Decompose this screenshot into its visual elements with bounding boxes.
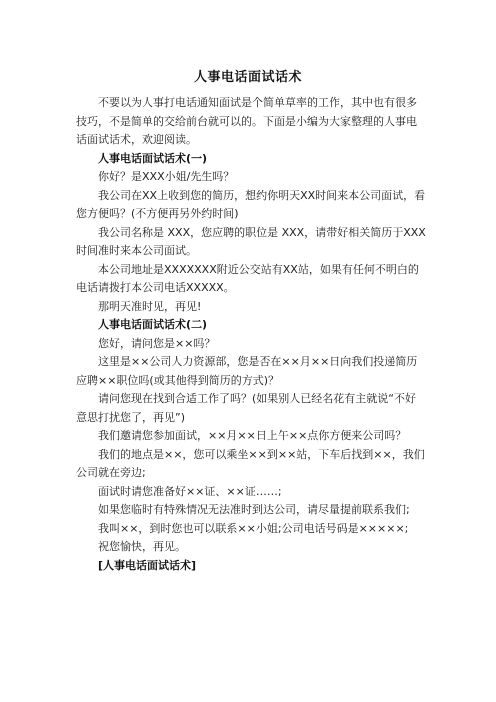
paragraph: 我公司名称是 XXX，您应聘的职位是 XXX，请带好相关简历于XXX时间准时来本公司面试。 (76, 225, 426, 257)
intro-paragraph: 不要以为人事打电话通知面试是个简单草率的工作，其中也有很多技巧，不是简单的交给前台就可以的。下面是小编为大家整理的人事电话面试话术，欢迎阅读。 (76, 96, 417, 146)
paragraph: 我们邀请您参加面试，××月××日上午××点你方便来公司吗？ (98, 429, 407, 442)
paragraph: 祝您愉快，再见。 (98, 540, 186, 553)
section-heading-2: 人事电话面试话术(二) (98, 318, 208, 331)
paragraph: 本公司地址是XXXXXXX附近公交站有XX站，如果有任何不明白的电话请拨打本公司电话XXXXX。 (76, 262, 419, 294)
paragraph: 面试时请您准备好××证、××证……; (98, 484, 282, 498)
closing-heading: [人事电话面试话术] (98, 558, 197, 572)
paragraph: 如果您临时有特殊情况无法准时到达公司，请尽量提前联系我们; (98, 503, 410, 516)
paragraph: 我叫××，到时您也可以联系××小姐;公司电话号码是×××××; (98, 521, 409, 535)
paragraph: 请问您现在找到合适工作了吗？(如果别人已经名花有主就说“不好意思打扰您了，再见”) (76, 392, 416, 424)
paragraph: 我公司在XX上收到您的简历，想约你明天XX时间来本公司面试，看您方便吗？(不方便再另外约时间) (76, 188, 426, 220)
paragraph: 这里是××公司人力资源部，您是否在××月××日向我们投递简历应聘××职位吗(或其他得到简历的方式)？ (76, 355, 418, 387)
paragraph: 我们的地点是××，您可以乘坐××到××站，下车后找到××，我们公司就在旁边; (76, 447, 425, 479)
paragraph: 那明天准时见，再见! (98, 299, 202, 313)
paragraph: 您好，请问您是××吗？ (98, 336, 216, 350)
document-body (76, 94, 426, 575)
paragraph: 你好？是XXX小姐/先生吗？ (98, 170, 235, 183)
section-heading-1: 人事电话面试话术(一) (98, 151, 208, 165)
document-title: 人事电话面试话术 (193, 70, 302, 85)
